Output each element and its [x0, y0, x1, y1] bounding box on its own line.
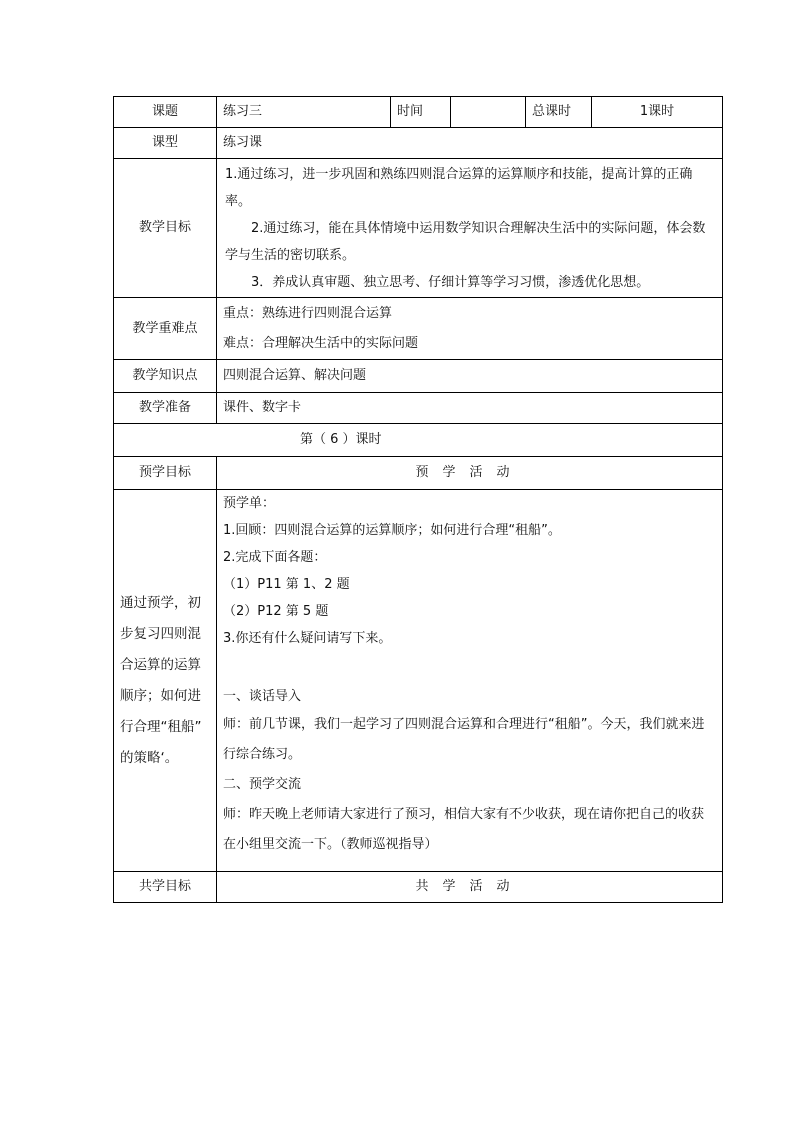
prestudy-goal-line-4: 顺序；如何进 [120, 687, 201, 704]
prestudy-goal-line-5: 行合理“租船” [120, 718, 202, 735]
total-label: 总课时 [526, 97, 592, 128]
blank-line [223, 652, 716, 679]
prestudy-content-row [114, 490, 723, 872]
knowledge-row [114, 360, 723, 393]
goals-row [114, 159, 723, 298]
topic-value: 练习三 [217, 97, 391, 128]
type-value: 练习课 [217, 128, 723, 159]
section-2-text: 师：昨天晚上老师请大家进行了预习，相信大家有不少收获，现在请你把自己的收获在小组里交流一下。（教师巡视指导） [223, 807, 705, 852]
knowledge-label: 教学知识点 [114, 360, 217, 393]
keypoint-difficulty: 难点：合理解决生活中的实际问题 [223, 335, 419, 351]
knowledge-value: 四则混合运算、解决问题 [217, 360, 723, 393]
lesson-plan-sheet [113, 96, 722, 903]
prestudy-item-2: 2.完成下面各题： [223, 550, 327, 565]
prestudy-goal-line-2: 步复习四则混 [120, 625, 201, 642]
prestudy-activity-content [217, 490, 723, 872]
total-value: 1课时 [592, 97, 723, 128]
section-1-text: 师：前几节课，我们一起学习了四则混合运算和合理进行“租船”。今天，我们就来进行综合练习。 [223, 717, 705, 762]
prestudy-goal-label: 预学目标 [114, 457, 217, 490]
section-1-heading: 一、谈话导入 [223, 689, 302, 704]
keypoints-row [114, 298, 723, 360]
prep-row [114, 393, 723, 424]
costudy-activity-label: 共学活动 [217, 872, 723, 903]
prestudy-item-1: 1.回顾：四则混合运算的运算顺序；如何进行合理“租船”。 [223, 523, 561, 538]
prestudy-sheet-title: 预学单： [223, 496, 276, 511]
keypoints-label: 教学重难点 [114, 298, 217, 360]
prestudy-item-2a: （1）P11 第 1、2 题 [223, 577, 350, 592]
prestudy-item-2b: （2）P12 第 5 题 [223, 604, 329, 619]
prestudy-activity-label: 预学活动 [217, 457, 723, 490]
costudy-goal-label: 共学目标 [114, 872, 217, 903]
section-2-heading: 二、预学交流 [223, 777, 302, 792]
session-text: 第（ 6 ）课时 [114, 424, 723, 457]
keypoints-content [217, 298, 723, 360]
prestudy-header-row [114, 457, 723, 490]
prestudy-item-3: 3.你还有什么疑问请写下来。 [223, 631, 392, 646]
time-label: 时间 [391, 97, 451, 128]
type-label: 课型 [114, 128, 217, 159]
topic-label: 课题 [114, 97, 217, 128]
goal-item-2: 2.通过练习，能在具体情境中运用数学知识合理解决生活中的实际问题，体会数学与生活的密切联系。 [225, 220, 706, 263]
prestudy-goal-line-3: 合运算的运算 [120, 656, 201, 673]
goal-item-3: 3．养成认真审题、独立思考、仔细计算等学习习惯，渗透优化思想。 [251, 274, 650, 290]
goals-label: 教学目标 [114, 159, 217, 298]
type-row [114, 128, 723, 159]
keypoint-focus: 重点：熟练进行四则混合运算 [223, 305, 393, 321]
lesson-plan-table [113, 96, 723, 903]
goal-item-1: 1.通过练习，进一步巩固和熟练四则混合运算的运算顺序和技能，提高计算的正确率。 [225, 166, 693, 209]
header-row [114, 97, 723, 128]
prestudy-goal-line-6: 的策略‘。 [120, 749, 179, 766]
session-row [114, 424, 723, 457]
prestudy-goal-line-1: 通过预学，初 [120, 594, 201, 611]
prep-value: 课件、数字卡 [217, 393, 723, 424]
costudy-header-row [114, 872, 723, 903]
prep-label: 教学准备 [114, 393, 217, 424]
prestudy-goal-text [114, 490, 217, 872]
goals-content [217, 159, 723, 298]
time-value [451, 97, 526, 128]
